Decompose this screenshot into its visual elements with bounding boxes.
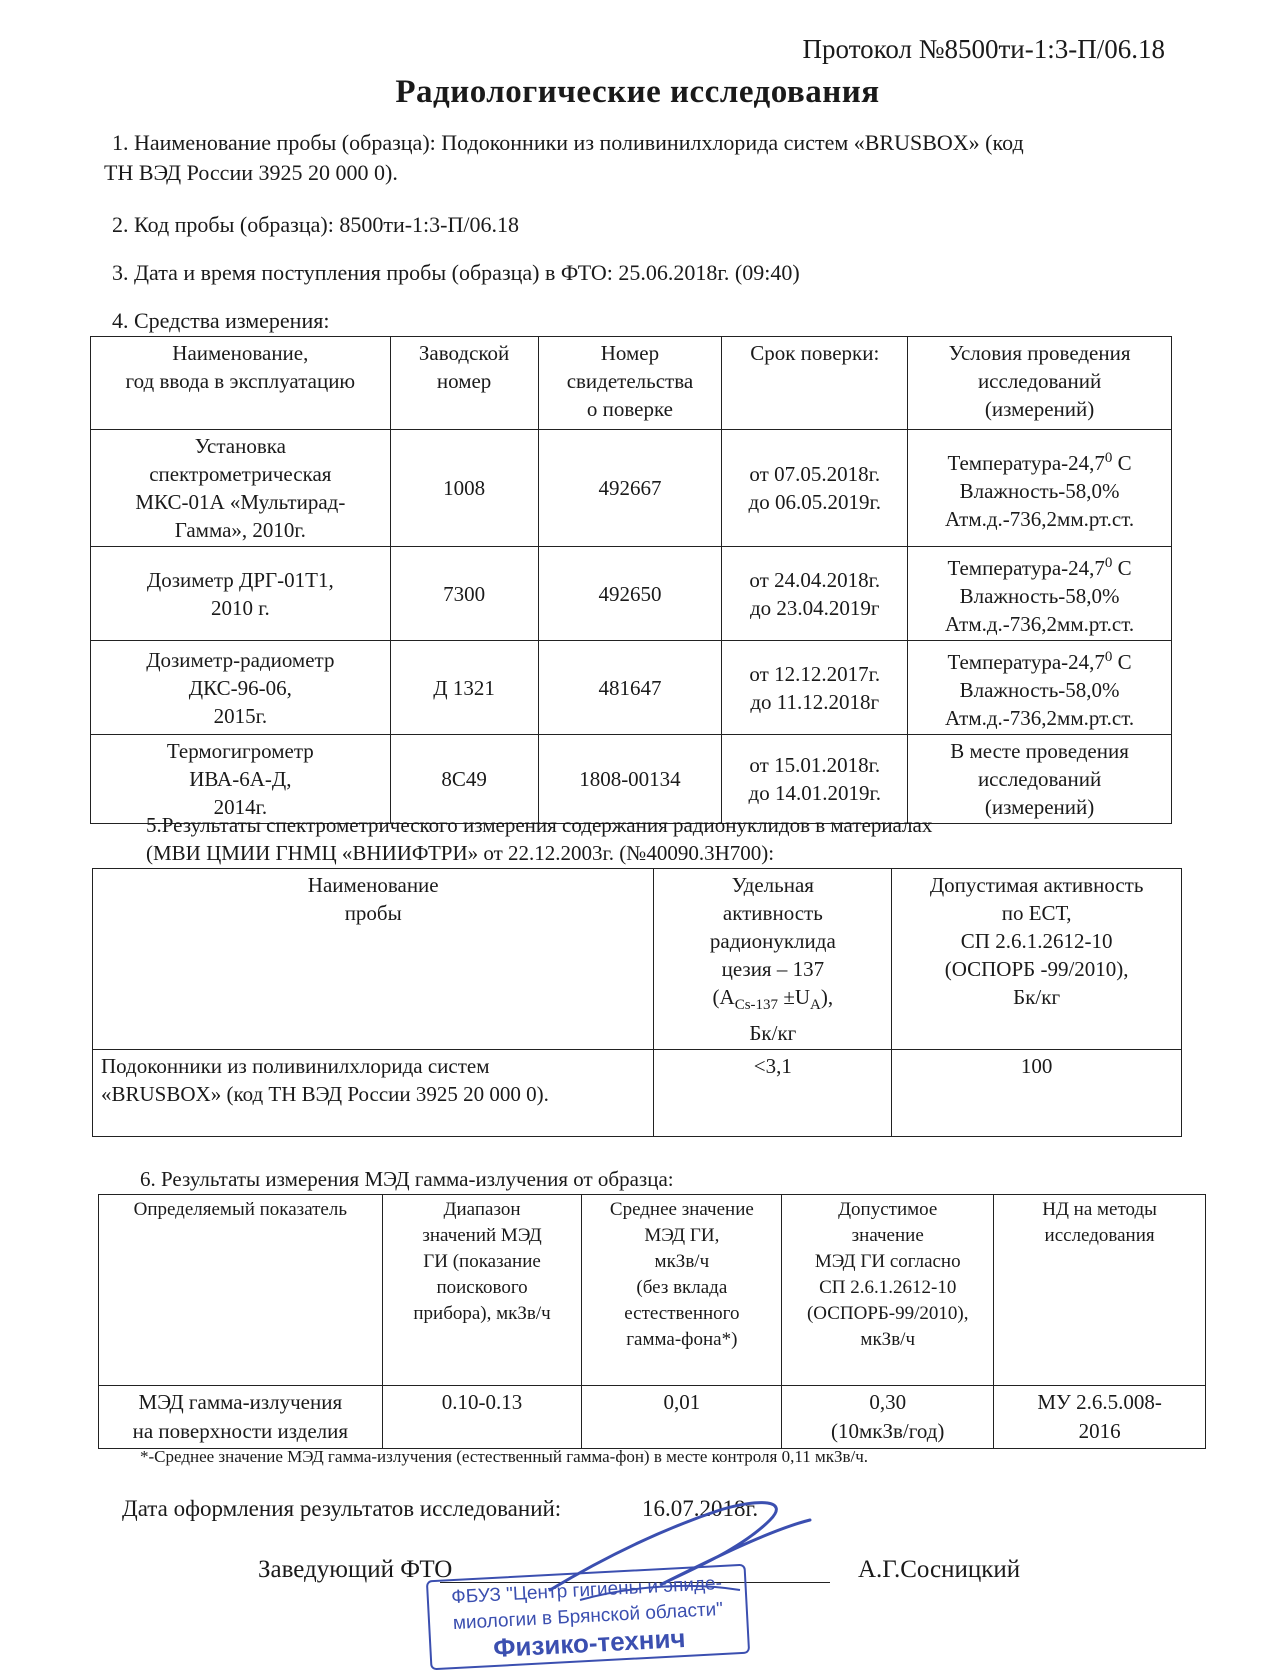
cell-certificate: 481647 <box>538 641 722 735</box>
cell-name: Дозиметр ДРГ-01Т1, 2010 г. <box>91 547 391 641</box>
stamp-line3: Физико-технич <box>492 1622 687 1663</box>
signature-icon <box>540 1490 830 1610</box>
table-row <box>91 641 1172 735</box>
cell-conditions: Температура-24,7$^0$ С Влажность-58,0% Атм.д.-736,2мм.рт.ст. <box>908 547 1172 641</box>
cell-term: от 15.01.2018г. до 14.01.2019г. <box>722 735 908 824</box>
footnote: *-Среднее значение МЭД гамма-излучения (естественный гамма-фон) в месте контроля 0,11 мкЗв/ч. <box>140 1447 869 1466</box>
cell-method: МУ 2.6.5.008- 2016 <box>994 1386 1206 1449</box>
cell-certificate: 492650 <box>538 547 722 641</box>
section5-title-line2: (МВИ ЦМИИ ГНМЦ «ВНИИФТРИ» от 22.12.2003г. (№40090.3Н700): <box>146 841 775 865</box>
issue-date-label: Дата оформления результатов исследований: <box>122 1496 562 1521</box>
header-cell-sample-name: Наименование пробы <box>93 869 654 1050</box>
cell-conditions: В месте проведения исследований (измерений) <box>908 735 1172 824</box>
table-header-row <box>93 869 1182 1050</box>
instruments-table <box>90 336 1172 824</box>
header-cell-average: Среднее значение МЭД ГИ, мкЗв/ч (без вклада естественного гамма-фона*) <box>582 1195 782 1386</box>
cell-serial: 7300 <box>390 547 538 641</box>
table-row <box>99 1386 1206 1449</box>
table-row <box>91 547 1172 641</box>
cell-allowed: 0,30 (10мкЗв/год) <box>782 1386 994 1449</box>
cell-specific-activity: <3,1 <box>654 1050 892 1137</box>
cell-term: от 12.12.2017г. до 11.12.2018г <box>722 641 908 735</box>
head-name: А.Г.Сосницкий <box>858 1556 1021 1583</box>
stamp-line1: ФБУЗ "Центр гигиены и эпиде- <box>450 1572 723 1609</box>
radionuclide-table <box>92 868 1182 1137</box>
cell-sample-name: Подоконники из поливинилхлорида систем «BRUSBOX» (код ТН ВЭД России 3925 20 000 0). <box>93 1050 654 1137</box>
section5-title-line1: 5.Результаты спектрометрического измерения содержания радионуклидов в материалах <box>146 813 933 837</box>
cell-indicator: МЭД гамма-излучения на поверхности изделия <box>99 1386 383 1449</box>
page-title: Радиологические исследования <box>395 74 880 110</box>
header-cell-name: Наименование, год ввода в эксплуатацию <box>91 337 391 430</box>
cell-serial: 1008 <box>390 430 538 547</box>
header-cell-method: НД на методы исследования <box>994 1195 1206 1386</box>
header-cell-conditions: Условия проведения исследований (измерений) <box>908 337 1172 430</box>
header-cell-allowed-activity: Допустимая активность по ЕСТ, СП 2.6.1.2612-10 (ОСПОРБ -99/2010), Бк/кг <box>892 869 1182 1050</box>
header-cell-allowed: Допустимое значение МЭД ГИ согласно СП 2.6.1.2612-10 (ОСПОРБ-99/2010), мкЗв/ч <box>782 1195 994 1386</box>
section6-title: 6. Результаты измерения МЭД гамма-излучения от образца: <box>140 1167 674 1191</box>
header-cell-certificate: Номер свидетельства о поверке <box>538 337 722 430</box>
cell-conditions: Температура-24,7$^0$ С Влажность-58,0% Атм.д.-736,2мм.рт.ст. <box>908 641 1172 735</box>
cell-allowed-activity: 100 <box>892 1050 1182 1137</box>
item2-sample-code: 2. Код пробы (образца): 8500ти-1:3-П/06.18 <box>112 212 519 237</box>
header-cell-term: Срок поверки: <box>722 337 908 430</box>
cell-conditions: Температура-24,7$^0$ С Влажность-58,0% Атм.д.-736,2мм.рт.ст. <box>908 430 1172 547</box>
cell-certificate: 492667 <box>538 430 722 547</box>
head-title: Заведующий ФТО <box>258 1556 453 1583</box>
cell-term: от 24.04.2018г. до 23.04.2019г <box>722 547 908 641</box>
item4-instruments-title: 4. Средства измерения: <box>112 308 330 333</box>
cell-name: Термогигрометр ИВА-6А-Д, 2014г. <box>91 735 391 824</box>
cell-serial: Д 1321 <box>390 641 538 735</box>
table-header-row <box>91 337 1172 430</box>
issue-date-line <box>122 1496 759 1522</box>
cell-name: Дозиметр-радиометр ДКС-96-06, 2015г. <box>91 641 391 735</box>
header-cell-range: Диапазон значений МЭД ГИ (показание поискового прибора), мкЗв/ч <box>382 1195 582 1386</box>
header-cell-serial: Заводской номер <box>390 337 538 430</box>
cell-name: Установка спектрометрическая МКС-01А «Мультирад- Гамма», 2010г. <box>91 430 391 547</box>
stamp-line2: миологии в Брянской области" <box>452 1598 724 1635</box>
cell-range: 0.10-0.13 <box>382 1386 582 1449</box>
item3-arrival-date: 3. Дата и время поступления пробы (образца) в ФТО: 25.06.2018г. (09:40) <box>112 260 800 285</box>
cell-term: от 07.05.2018г. до 06.05.2019г. <box>722 430 908 547</box>
table-header-row <box>99 1195 1206 1386</box>
cell-average: 0,01 <box>582 1386 782 1449</box>
cell-certificate: 1808-00134 <box>538 735 722 824</box>
item1-line2: ТН ВЭД России 3925 20 000 0). <box>104 160 398 185</box>
header-cell-specific-activity: Удельная активность радионуклида цезия – 137 $(A_{Cs-137} \pm U_A)$, Бк/кг <box>654 869 892 1050</box>
item1-line1: 1. Наименование пробы (образца): Подоконники из поливинилхлорида систем «BRUSBOX» (код <box>112 130 1024 155</box>
table-row <box>91 430 1172 547</box>
header-cell-indicator: Определяемый показатель <box>99 1195 383 1386</box>
table-row <box>93 1050 1182 1137</box>
issue-date-value: 16.07.2018г. <box>642 1496 759 1521</box>
cell-serial: 8С49 <box>390 735 538 824</box>
gamma-dose-table <box>98 1194 1206 1449</box>
protocol-number: Протокол №8500ти-1:3-П/06.18 <box>802 34 1165 64</box>
